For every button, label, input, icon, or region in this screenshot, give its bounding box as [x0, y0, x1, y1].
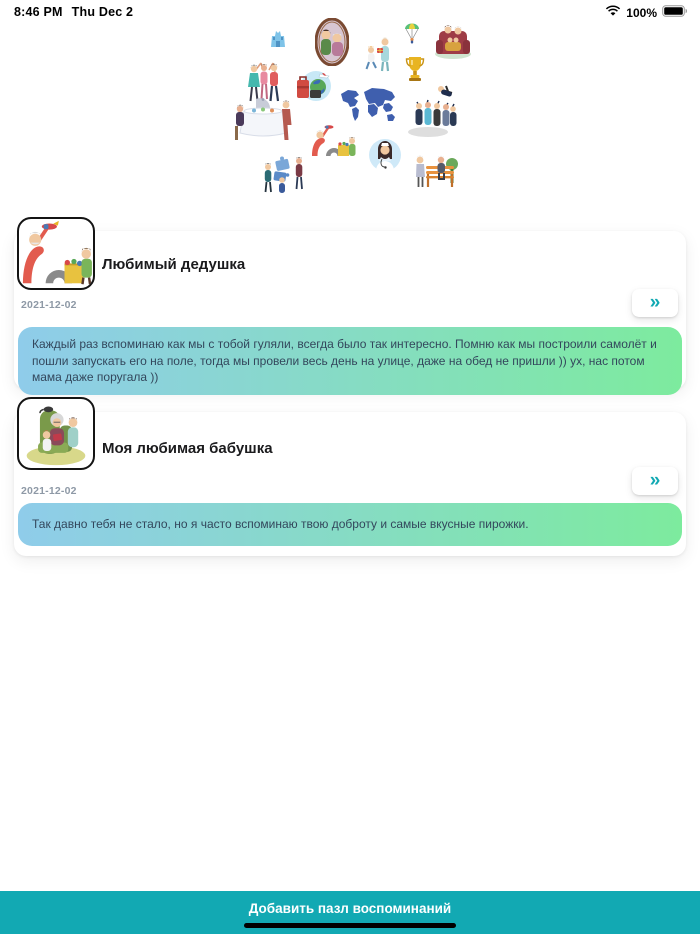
memory-title: Моя любимая бабушка [102, 440, 273, 458]
gold-trophy-icon [405, 56, 425, 82]
battery-percent: 100% [626, 6, 657, 20]
framed-grandparents-portrait-icon [315, 18, 349, 66]
memory-thumbnail-grandmother[interactable] [17, 397, 95, 470]
family-dinner-table-icon [232, 97, 294, 145]
memory-date: 2021-12-02 [21, 485, 77, 497]
add-memory-puzzle-button[interactable]: Добавить пазл воспоминаний [0, 891, 700, 934]
elderly-couple-on-bench-icon [414, 152, 458, 188]
memory-text-bubble: Так давно тебя не стало, но я часто вспоминаю твою доброту и самые вкусные пирожки. [18, 503, 682, 546]
open-memory-button[interactable] [632, 289, 678, 317]
double-chevron-right-icon: » [649, 291, 661, 313]
home-indicator[interactable] [244, 923, 456, 928]
people-assembling-puzzle-icon [262, 152, 306, 194]
status-time: 8:46 PM [14, 5, 63, 19]
crowd-tossing-person-celebration-icon [406, 82, 460, 138]
parachute-icon [404, 22, 420, 44]
status-date: Thu Dec 2 [71, 5, 134, 19]
sandcastle-icon [268, 28, 288, 48]
memory-date: 2021-12-02 [21, 299, 77, 311]
nurse-portrait-circle-icon [368, 135, 402, 175]
family-in-red-armchair-icon [433, 20, 473, 60]
open-memory-button[interactable] [632, 467, 678, 495]
grandpa-playing-toys-with-grandson-icon [310, 123, 356, 157]
world-map-icon [339, 86, 397, 126]
memory-text-bubble: Каждый раз вспоминаю как мы с тобой гуляли, всегда было так интересно. Помню как мы построили самолёт и пошли запускать его на поле, тогда мы провели весь день на улице, даже на обед не пришли )) ух, нас потом мама даже поругала )) [18, 327, 682, 395]
memories-collage [0, 0, 700, 205]
travel-luggage-globe-plane-icon [294, 68, 334, 104]
double-chevron-right-icon: » [649, 469, 661, 491]
memory-thumbnail-grandfather[interactable] [17, 217, 95, 290]
memory-title: Любимый дедушка [102, 256, 246, 274]
parent-giving-gift-to-child-icon [363, 36, 395, 74]
